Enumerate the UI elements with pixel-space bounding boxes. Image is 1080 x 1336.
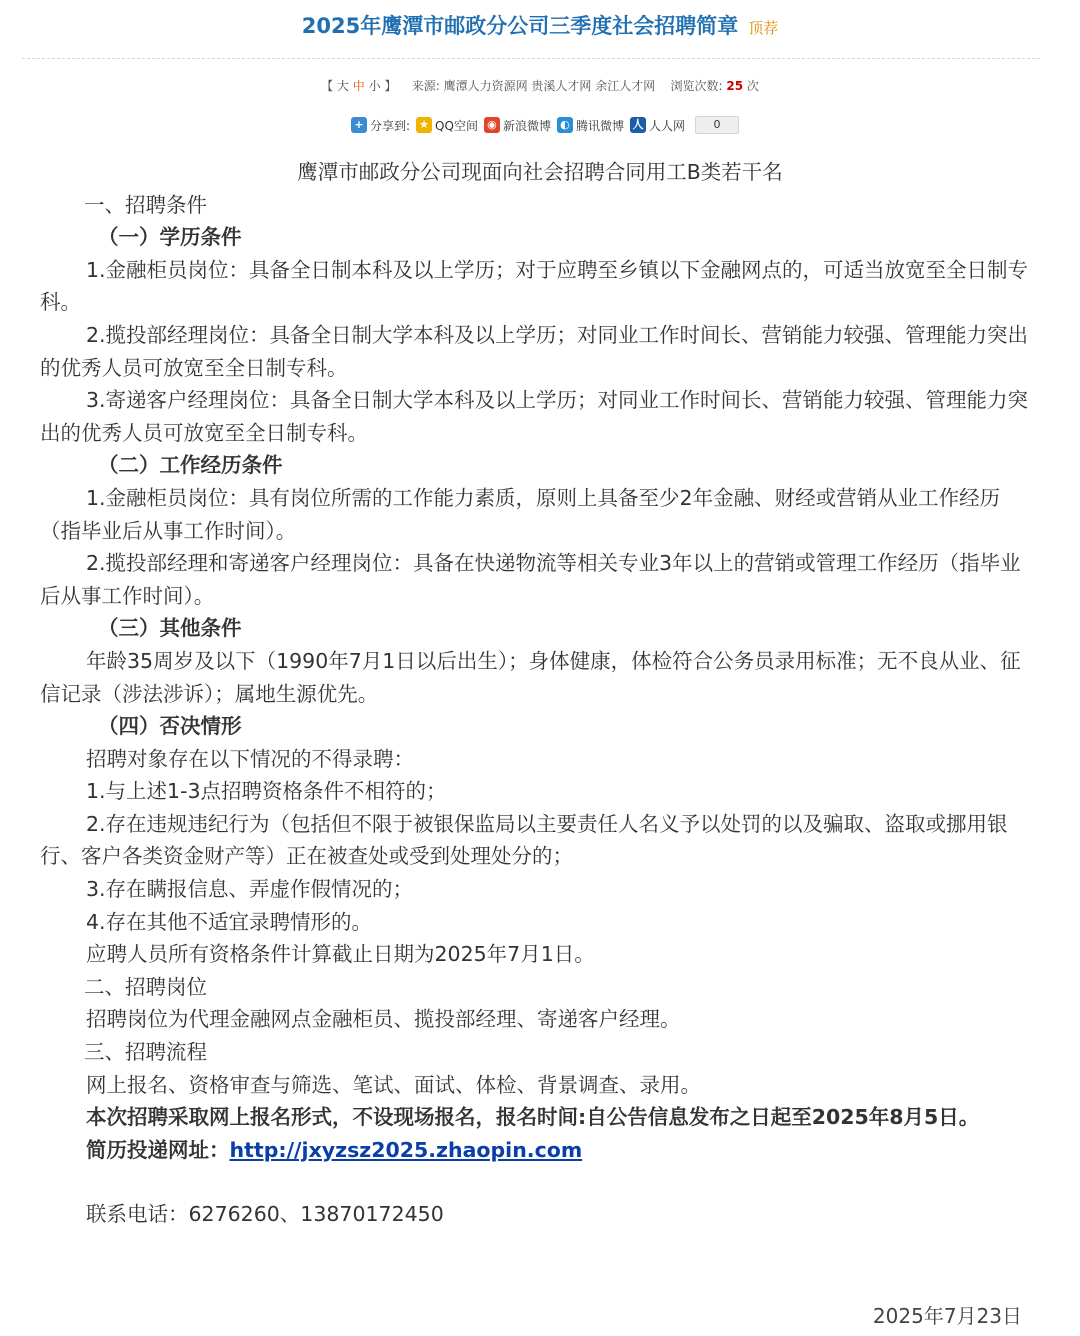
paragraph: 2.存在违规违纪行为（包括但不限于被银保监局以主要责任人名义予以处罚的以及骗取、盗取或挪用银行、客户各类资金财产等）正在被查处或受到处理处分的；	[40, 811, 1008, 869]
article-body	[40, 156, 1040, 1231]
share-qzone-button[interactable]	[416, 117, 478, 134]
share-renren-button[interactable]	[630, 117, 685, 134]
paragraph: 1.与上述1-3点招聘资格条件不相符的；	[86, 779, 447, 804]
plus-icon: +	[351, 117, 367, 133]
paragraph: 招聘岗位为代理金融网点金融柜员、揽投部经理、寄递客户经理。	[86, 1007, 681, 1032]
paragraph: 招聘对象存在以下情况的不得录聘：	[86, 746, 414, 771]
paragraph: 网上报名、资格审查与筛选、笔试、面试、体检、背景调查、录用。	[86, 1072, 701, 1097]
section-heading: 三、招聘流程	[84, 1040, 207, 1065]
spacer	[40, 1166, 1040, 1198]
subsection-heading: （三）其他条件	[98, 616, 242, 641]
paragraph: 应聘人员所有资格条件计算截止日期为2025年7月1日。	[86, 942, 595, 967]
resume-row	[40, 1134, 1040, 1167]
views-label: 浏览次数:	[670, 79, 723, 93]
registration-notice: 本次招聘采取网上报名形式，不设现场报名，报名时间:自公告信息发布之日起至2025年8月5日。	[86, 1105, 980, 1130]
subsection-heading: （一）学历条件	[98, 225, 242, 250]
font-size-large-link[interactable]: 大	[336, 79, 349, 93]
font-size-medium-link[interactable]: 中	[352, 79, 365, 93]
page-title: 2025年鹰潭市邮政分公司三季度社会招聘简章	[301, 14, 739, 38]
paragraph: 年龄35周岁及以下（1990年7月1日以后出生）；身体健康，体检符合公务员录用标准；无不良从业、征信记录（涉法涉诉）；属地生源优先。	[40, 648, 1021, 706]
share-bar	[0, 114, 1080, 136]
qzone-icon: ★	[416, 117, 432, 133]
publish-date: 2025年7月23日	[872, 1304, 1022, 1328]
source-value: 鹰潭人力资源网 贵溪人才网 余江人才网	[443, 79, 656, 93]
views-unit: 次	[746, 79, 759, 93]
font-size-bracket-open: 【	[321, 79, 334, 93]
share-more-button[interactable]	[351, 117, 410, 134]
share-tencent-weibo-label: 腾讯微博	[575, 118, 624, 133]
contact-phone: 联系电话：6276260、13870172450	[86, 1202, 444, 1227]
share-qzone-label: QQ空间	[435, 118, 478, 133]
source-label: 来源:	[411, 79, 440, 93]
page-header	[0, 10, 1080, 40]
paragraph: 3.寄递客户经理岗位：具备全日制大学本科及以上学历；对同业工作时间长、营销能力较强、管理能力突出的优秀人员可放宽至全日制专科。	[40, 388, 1029, 445]
font-size-small-link[interactable]: 小	[368, 79, 381, 93]
share-count: 0	[695, 116, 739, 134]
share-sina-weibo-button[interactable]	[484, 117, 551, 134]
renren-icon: 人	[630, 117, 646, 133]
resume-url-link[interactable]: http://jxyzsz2025.zhaopin.com	[229, 1137, 583, 1162]
share-renren-label: 人人网	[648, 118, 685, 133]
font-size-bracket-close: 】	[384, 79, 397, 93]
section-heading: 二、招聘岗位	[84, 974, 207, 999]
sina-weibo-icon: ◉	[484, 117, 500, 133]
share-sina-weibo-label: 新浪微博	[502, 118, 551, 133]
paragraph: 4.存在其他不适宜录聘情形的。	[86, 909, 373, 934]
subsection-heading: （四）否决情形	[98, 714, 242, 739]
recommend-badge: 顶荐	[748, 19, 779, 37]
subsection-heading: （二）工作经历条件	[98, 453, 283, 478]
share-label: 分享到:	[370, 118, 411, 133]
meta-bar	[0, 77, 1080, 94]
resume-label: 简历投递网址：	[86, 1137, 230, 1162]
share-tencent-weibo-button[interactable]	[557, 117, 624, 134]
paragraph: 3.存在瞒报信息、弄虚作假情况的；	[86, 877, 414, 902]
article-intro: 鹰潭市邮政分公司现面向社会招聘合同用工B类若干名	[297, 160, 783, 184]
paragraph: 1.金融柜员岗位：具备全日制本科及以上学历；对于应聘至乡镇以下金融网点的，可适当放宽至全日制专科。	[40, 257, 1029, 315]
header-divider	[22, 58, 1040, 59]
paragraph: 1.金融柜员岗位：具有岗位所需的工作能力素质，原则上具备至少2年金融、财经或营销从业工作经历（指毕业后从事工作时间）。	[40, 485, 1001, 543]
tencent-weibo-icon: ◐	[557, 117, 573, 133]
section-heading: 一、招聘条件	[84, 192, 207, 217]
paragraph: 2.揽投部经理和寄递客户经理岗位：具备在快递物流等相关专业3年以上的营销或管理工作经历（指毕业后从事工作时间）。	[40, 551, 1021, 608]
paragraph: 2.揽投部经理岗位：具备全日制大学本科及以上学历；对同业工作时间长、营销能力较强、管理能力突出的优秀人员可放宽至全日制专科。	[40, 322, 1029, 380]
views-count: 25	[726, 79, 744, 93]
